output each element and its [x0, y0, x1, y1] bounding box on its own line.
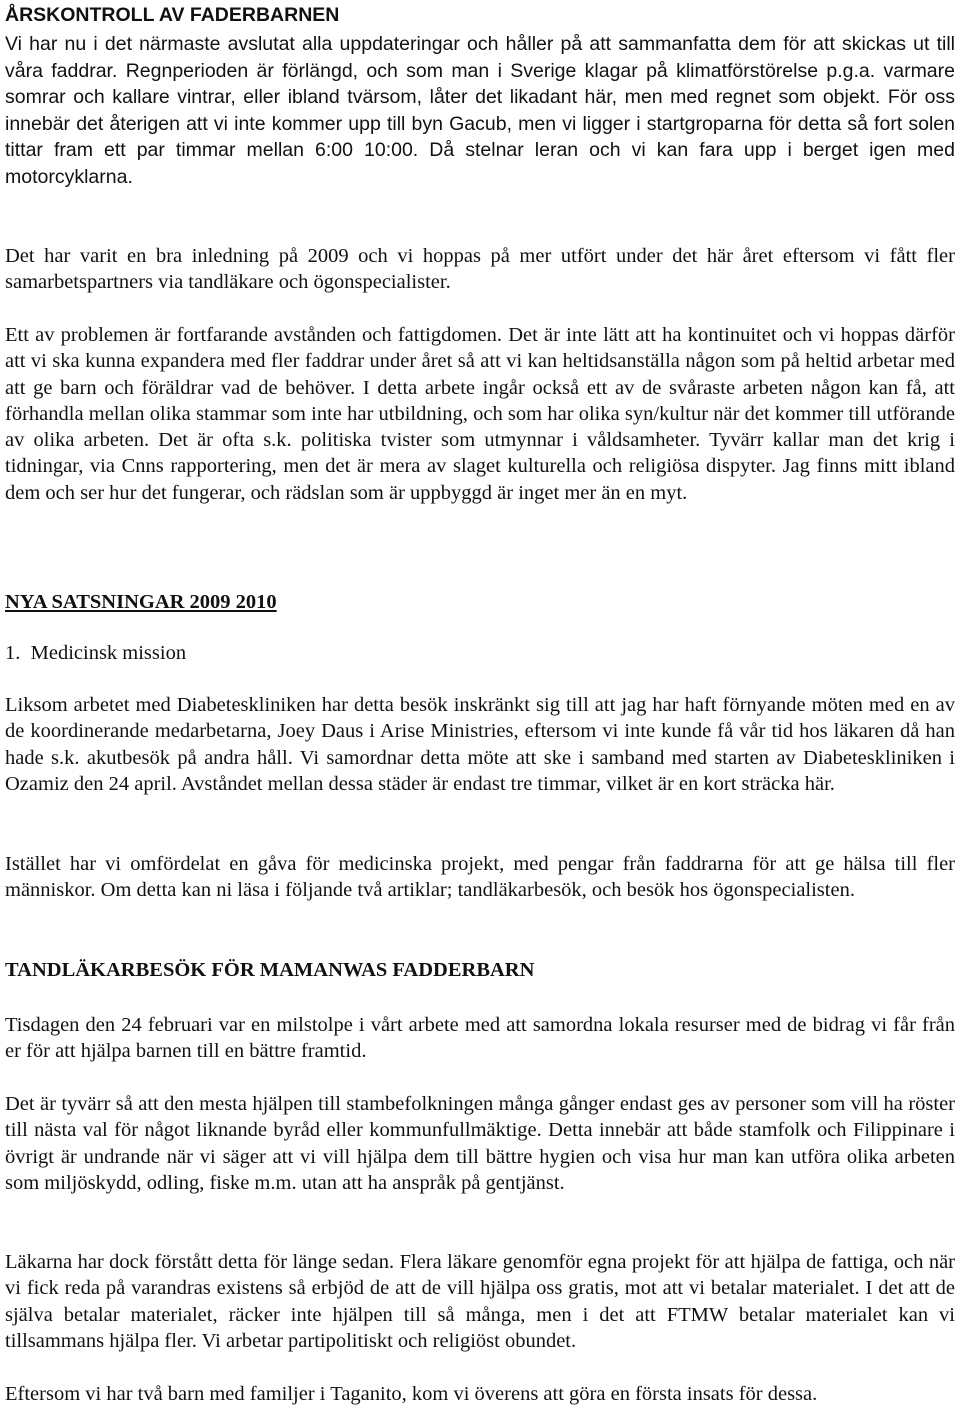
document-title: ÅRSKONTROLL AV FADERBARNEN [5, 4, 340, 26]
paragraph-6-block [5, 1012, 955, 1065]
paragraph-4-block [5, 692, 955, 797]
paragraph-8-block [5, 1249, 955, 1354]
paragraph-9: Eftersom vi har två barn med familjer i Taganito, kom vi överens att göra en första insats för dessa. [5, 1383, 818, 1405]
list-item-1-block [5, 640, 955, 666]
section-heading-tandlakarbesok: TANDLÄKARBESÖK FÖR MAMANWAS FADDERBARN [5, 959, 535, 981]
paragraph-4: Liksom arbetet med Diabeteskliniken har detta besök inskränkt sig till att jag har haft förnyande möten med en av de koordinerande medarbetarna, Joey Daus i Arise Ministries, eftersom vi inte kunde få vår tid hos läkaren då han hade s.k. akutbesök på andra håll. Vi samordnar detta möte att ske i samband med starten av Diabeteskliniken i Ozamiz den 24 april. Avståndet mellan dessa städer är endast tre timmar, vilket är en kort sträcka här. [5, 694, 955, 795]
intro-paragraph: Vi har nu i det närmaste avslutat alla uppdateringar och håller på att sammanfatta dem för att skickas ut till våra faddrar. Regnperioden är förlängd, och som man i Sverige klagar på klimatförstörelse p.g.a. varmare somrar och kallare vintrar, eller ibland tvärsom, låter det likadant här, men med regnet som objekt. För oss innebär det återigen att vi inte kommer upp till byn Gacub, men vi ligger i startgroparna för detta så fort solen tittar fram ett par timmar mellan 6:00 10:00. Då stelnar leran och vi kan fara upp i berget igen med motorcyklarna. [5, 33, 955, 188]
paragraph-7: Det är tyvärr så att den mesta hjälpen till stambefolkningen många gånger endast ges av personer som vill ha röster till nästa val för något liknande byråd eller kommunfullmäktige. Detta innebär att både stamfolk och Filippinare i övrigt är undrande när vi säger att vi vill hjälpa dem till bättre hygien och visa hur man kan utföra olika arbeten som miljöskydd, odling, fiske m.m. utan att ha anspråk på gentjänst. [5, 1093, 955, 1194]
paragraph-3-block [5, 322, 955, 506]
paragraph-9-block [5, 1381, 955, 1407]
paragraph-7-block [5, 1091, 955, 1196]
paragraph-6: Tisdagen den 24 februari var en milstolpe i vårt arbete med att samordna lokala resurser med de bidrag vi får från er för att hjälpa barnen till en bättre framtid. [5, 1014, 955, 1063]
section-heading-nya-satsningar: NYA SATSNINGAR 2009 2010 [5, 591, 277, 613]
heading-3-block [5, 957, 955, 983]
list-item-medicinsk-mission: 1. Medicinsk mission [5, 642, 187, 664]
paragraph-5: Istället har vi omfördelat en gåva för medicinska projekt, med pengar från faddrarna för att ge hälsa till fler människor. Om detta kan ni läsa i följande två artiklar; tandläkarbesök, och besök hos ögonspecialisten. [5, 853, 955, 902]
paragraph-8: Läkarna har dock förstått detta för länge sedan. Flera läkare genomför egna projekt för att hjälpa de fattiga, och när vi fick reda på varandras existens så erbjöd de att de vill hjälpa oss gratis, mot att vi betalar materialet. I det att de själva betalar materialet, räcker inte hjälpen till så många, men i det att FTMW betalar materialet kan vi tillsammans hjälpa fler. Vi arbetar partipolitiskt och religiöst obundet. [5, 1251, 955, 1352]
paragraph-5-block [5, 851, 955, 904]
paragraph-2: Det har varit en bra inledning på 2009 och vi hoppas på mer utfört under det här året eftersom vi fått fler samarbetspartners via tandläkare och ögonspecialister. [5, 245, 955, 294]
heading-2-block [5, 589, 955, 615]
paragraph-3: Ett av problemen är fortfarande avstånden och fattigdomen. Det är inte lätt att ha kontinuitet och vi hoppas därför att vi ska kunna expandera med fler faddrar under året så att vi kan heltidsanställa någon som på heltid arbetar med att ge barn och föräldrar vad de behöver. I detta arbete ingår också ett av de svåraste arbeten någon kan få, att förhandla mellan olika stammar som inte har utbildning, och som har olika syn/kultur när det kommer till utförande av olika arbeten. Det är ofta s.k. politiska tvister som utmynnar i våldsamheter. Tyvärr kallar man det krig i tidningar, via Cnns rapportering, men det är mera av slaget kulturella och religiösa dispyter. Jag finns mitt ibland dem och ser hur det fungerar, och rädslan som är uppbyggd är inget mer än en myt. [5, 324, 955, 504]
intro-paragraph-block [5, 31, 955, 190]
paragraph-2-block [5, 243, 955, 296]
